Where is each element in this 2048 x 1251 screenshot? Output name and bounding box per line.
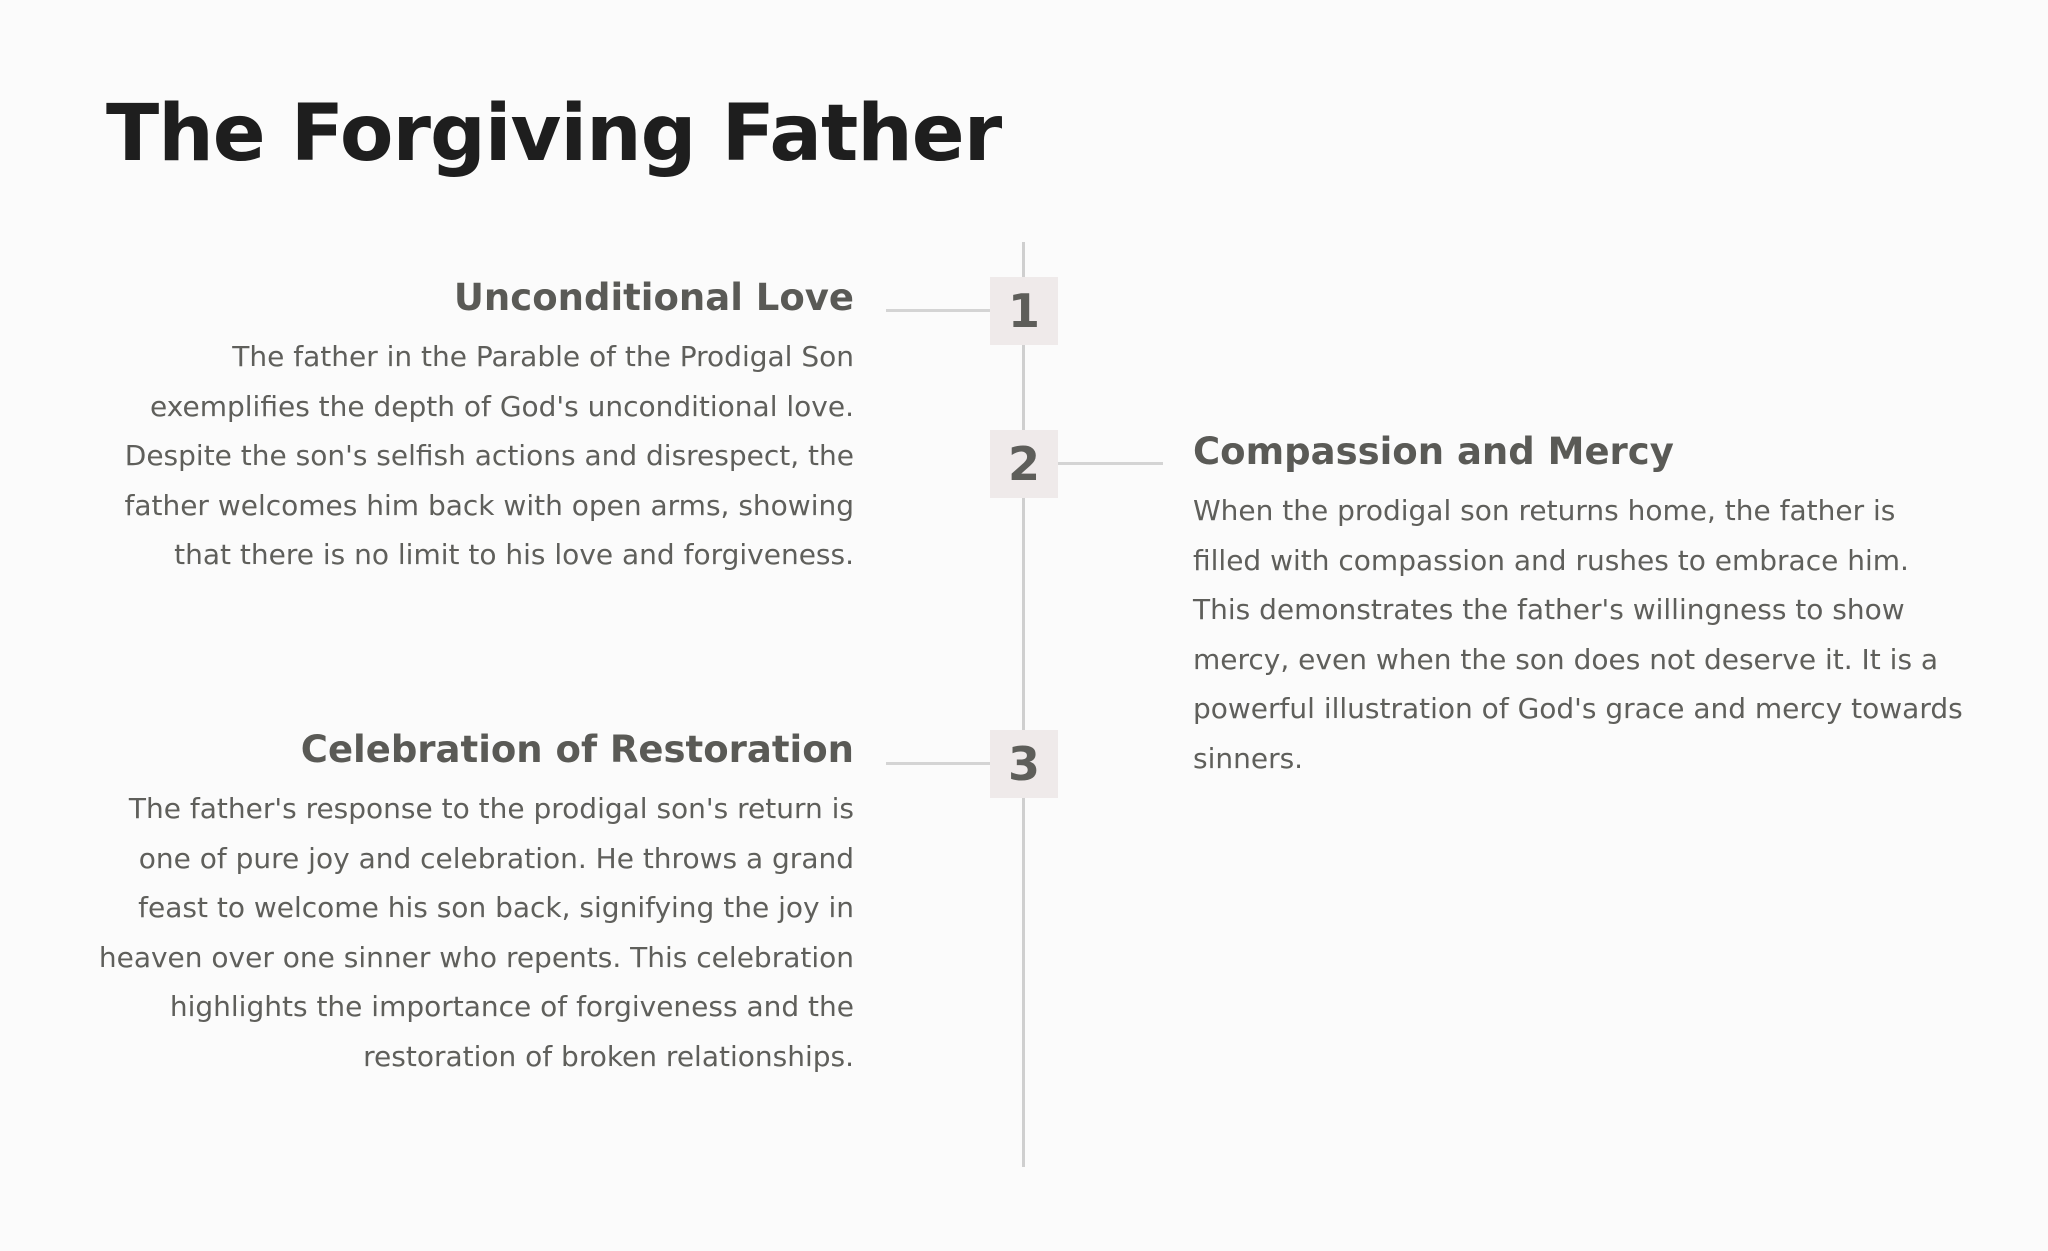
timeline-entry-celebration-of-restoration (94, 722, 854, 1081)
timeline-connector-1 (886, 309, 990, 312)
entry-text: When the prodigal son returns home, the father is filled with compassion and rushes to embrace him. This demonstrates the father's willingness to show mercy, even when the son does not deserve it. It is a powerful illustration of God's grace and mercy towards sinners. (1193, 494, 1963, 775)
entry-text: The father in the Parable of the Prodigal Son exemplifies the depth of God's unconditional love. Despite the son's selfish actions and disrespect, the father welcomes him back with open arms, showing that there is no limit to his love and forgiveness. (124, 340, 854, 571)
page-title: The Forgiving Father (106, 89, 1002, 179)
timeline-marker-1: 1 (990, 277, 1058, 345)
timeline-connector-3 (886, 762, 990, 765)
entry-heading: Celebration of Restoration (300, 728, 854, 771)
entry-text: The father's response to the prodigal son's return is one of pure joy and celebration. He throws a grand feast to welcome his son back, signifying the joy in heaven over one sinner who repents. This celebration highlights the importance of forgiveness and the restoration of broken relationships. (98, 792, 854, 1073)
timeline-entry-compassion-and-mercy (1193, 424, 1968, 783)
entry-heading: Unconditional Love (453, 276, 854, 319)
timeline-entry-unconditional-love (94, 270, 854, 580)
timeline-marker-3: 3 (990, 730, 1058, 798)
timeline-marker-2: 2 (990, 430, 1058, 498)
timeline-connector-2 (1058, 462, 1163, 465)
timeline-line (1022, 242, 1025, 1167)
entry-heading: Compassion and Mercy (1193, 430, 1674, 473)
